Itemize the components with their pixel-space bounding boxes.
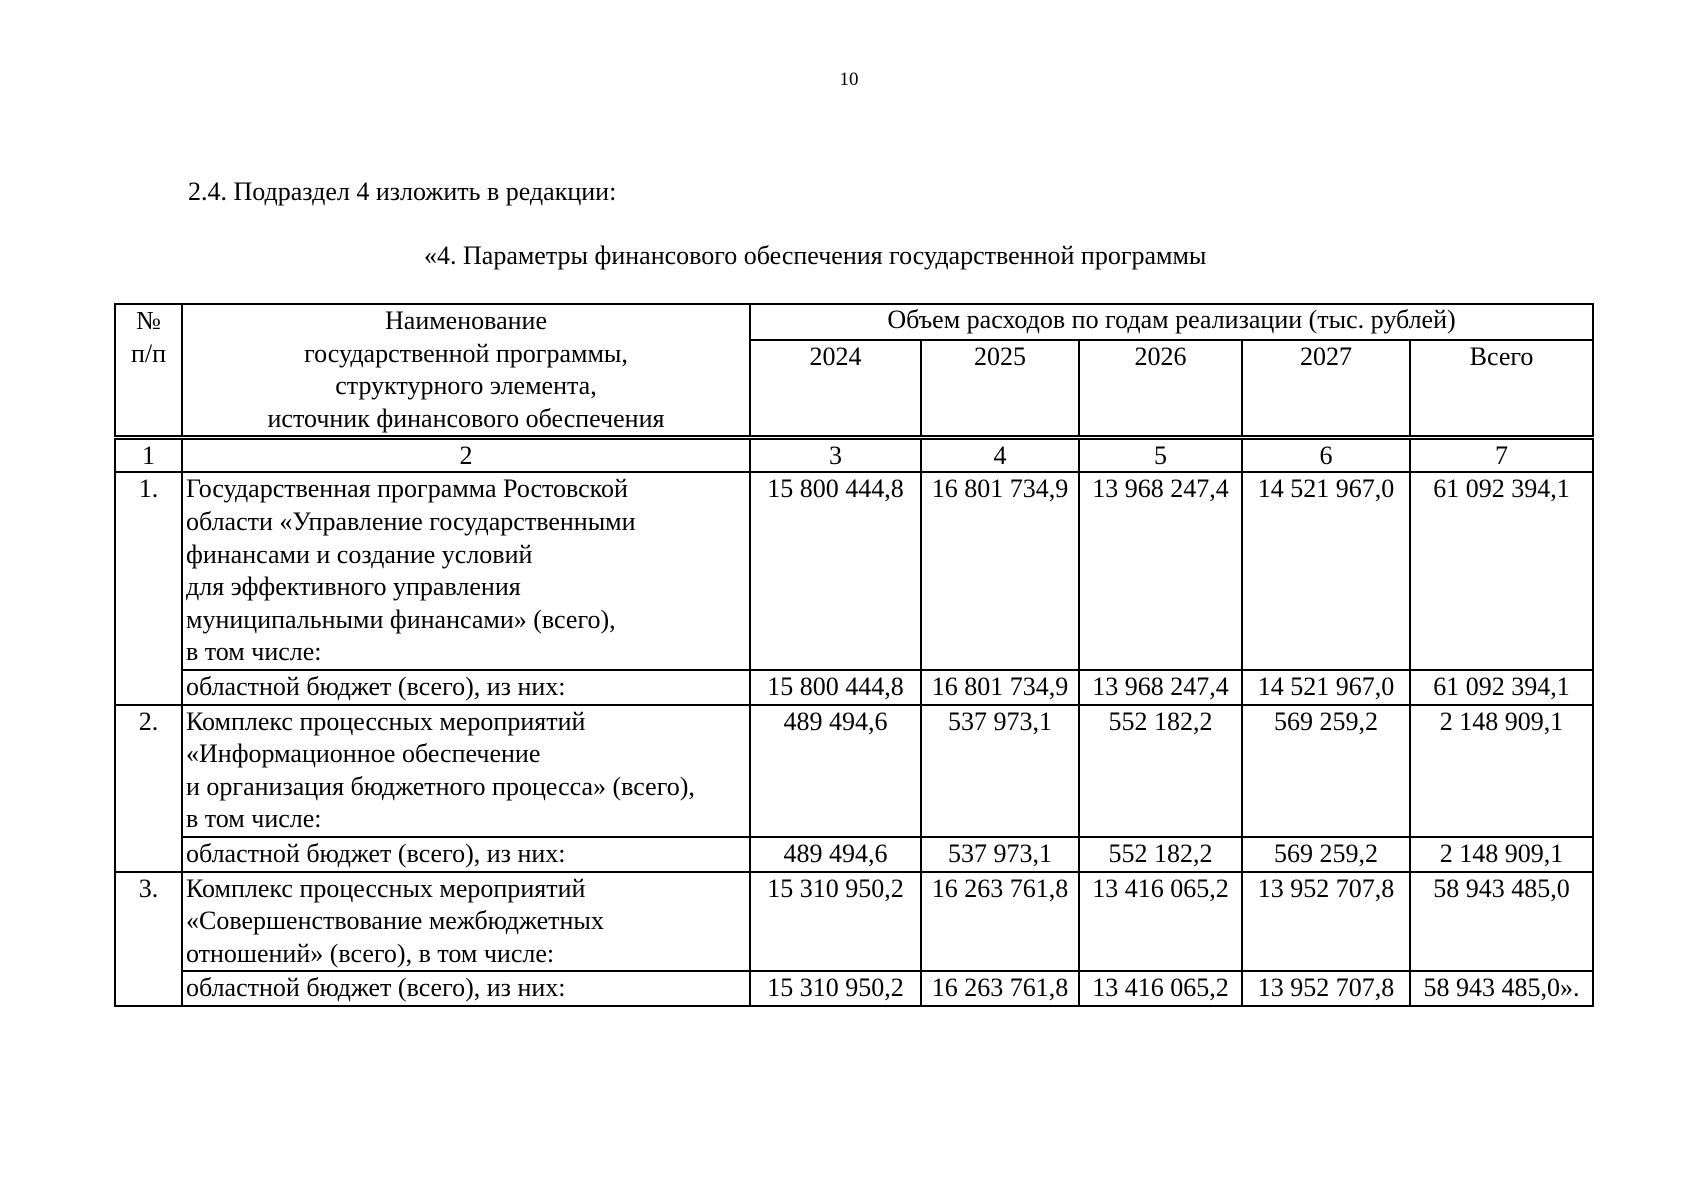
header-year-2025: 2025 xyxy=(921,340,1079,438)
subvalue-2024: 15 800 444,8 xyxy=(750,670,921,705)
table-row-complex-info xyxy=(115,705,1593,837)
value-2027: 14 521 967,0 xyxy=(1242,472,1410,670)
row-subname: областной бюджет (всего), из них: xyxy=(182,837,750,872)
header-name-line: Наименование xyxy=(385,306,547,335)
row-name-line: Комплекс процессных мероприятий xyxy=(186,706,586,736)
column-number: 1 xyxy=(115,438,182,473)
header-period-cell: Объем расходов по годам реализации (тыс. рублей) xyxy=(750,304,1593,340)
value-total: 58 943 485,0 xyxy=(1410,872,1593,972)
column-number: 4 xyxy=(921,438,1079,473)
subvalue-2026: 13 968 247,4 xyxy=(1079,670,1242,705)
subvalue-total: 58 943 485,0». xyxy=(1410,971,1593,1006)
row-subname: областной бюджет (всего), из них: xyxy=(182,670,750,705)
instruction-text: 2.4. Подраздел 4 изложить в редакции: xyxy=(188,177,617,206)
header-number-symbol: № xyxy=(136,306,161,335)
header-name-line: структурного элемента, xyxy=(335,371,597,401)
subvalue-2026: 552 182,2 xyxy=(1079,837,1242,872)
row-name xyxy=(182,472,750,670)
row-number: 2. xyxy=(115,705,182,872)
row-number: 3. xyxy=(115,872,182,1006)
subvalue-2025: 16 263 761,8 xyxy=(921,971,1079,1006)
value-total: 2 148 909,1 xyxy=(1410,705,1593,837)
header-year-2026: 2026 xyxy=(1079,340,1242,438)
row-name-line: «Совершенствование межбюджетных xyxy=(186,906,604,936)
subvalue-2024: 15 310 950,2 xyxy=(750,971,921,1006)
header-row xyxy=(115,304,1593,340)
value-2026: 13 968 247,4 xyxy=(1079,472,1242,670)
row-number: 1. xyxy=(115,472,182,704)
row-name-line: Комплекс процессных мероприятий xyxy=(186,873,586,903)
subvalue-2025: 16 801 734,9 xyxy=(921,670,1079,705)
subvalue-2024: 489 494,6 xyxy=(750,837,921,872)
subvalue-total: 2 148 909,1 xyxy=(1410,837,1593,872)
row-name-line: для эффективного управления xyxy=(186,572,521,602)
row-name xyxy=(182,872,750,972)
header-number-cell xyxy=(115,304,182,438)
row-name-line: области «Управление государственными xyxy=(186,506,636,536)
subvalue-2025: 537 973,1 xyxy=(921,837,1079,872)
value-2026: 552 182,2 xyxy=(1079,705,1242,837)
value-2025: 16 263 761,8 xyxy=(921,872,1079,972)
subvalue-2027: 569 259,2 xyxy=(1242,837,1410,872)
column-number: 6 xyxy=(1242,438,1410,473)
section-title: «4. Параметры финансового обеспечения государственной программы xyxy=(424,241,1207,270)
row-name-line: финансами и создание условий xyxy=(186,539,533,569)
value-2025: 537 973,1 xyxy=(921,705,1079,837)
value-2024: 489 494,6 xyxy=(750,705,921,837)
row-name-line: в том числе: xyxy=(186,804,322,834)
row-name-line: в том числе: xyxy=(186,637,322,667)
row-name-line: «Информационное обеспечение xyxy=(186,739,541,769)
value-2024: 15 310 950,2 xyxy=(750,872,921,972)
value-2027: 13 952 707,8 xyxy=(1242,872,1410,972)
subvalue-2026: 13 416 065,2 xyxy=(1079,971,1242,1006)
row-name-line: муниципальными финансами» (всего), xyxy=(186,604,616,634)
financing-table xyxy=(114,303,1594,1007)
subvalue-2027: 14 521 967,0 xyxy=(1242,670,1410,705)
column-number: 2 xyxy=(182,438,750,473)
column-numbers-row xyxy=(115,438,1593,473)
row-subname: областной бюджет (всего), из них: xyxy=(182,971,750,1006)
table-row-program xyxy=(115,472,1593,670)
header-year-2024: 2024 xyxy=(750,340,921,438)
value-total: 61 092 394,1 xyxy=(1410,472,1593,670)
value-2026: 13 416 065,2 xyxy=(1079,872,1242,972)
subvalue-2027: 13 952 707,8 xyxy=(1242,971,1410,1006)
header-total: Всего xyxy=(1410,340,1593,438)
column-number: 3 xyxy=(750,438,921,473)
column-number: 5 xyxy=(1079,438,1242,473)
value-2027: 569 259,2 xyxy=(1242,705,1410,837)
header-name-line: государственной программы, xyxy=(304,338,628,368)
table-row-complex-interbudget xyxy=(115,872,1593,972)
table-row-regional-budget xyxy=(115,837,1593,872)
page-number: 10 xyxy=(839,69,859,90)
header-name-cell xyxy=(182,304,750,438)
table-row-regional-budget xyxy=(115,670,1593,705)
subvalue-total: 61 092 394,1 xyxy=(1410,670,1593,705)
row-name-line: отношений» (всего), в том числе: xyxy=(186,938,555,968)
table-row-regional-budget xyxy=(115,971,1593,1006)
row-name xyxy=(182,705,750,837)
row-name-line: Государственная программа Ростовской xyxy=(186,474,628,504)
column-number: 7 xyxy=(1410,438,1593,473)
value-2025: 16 801 734,9 xyxy=(921,472,1079,670)
header-name-line: источник финансового обеспечения xyxy=(267,403,665,433)
row-name-line: и организация бюджетного процесса» (всего), xyxy=(186,771,695,801)
header-year-2027: 2027 xyxy=(1242,340,1410,438)
header-number-abbr: п/п xyxy=(130,338,167,368)
value-2024: 15 800 444,8 xyxy=(750,472,921,670)
